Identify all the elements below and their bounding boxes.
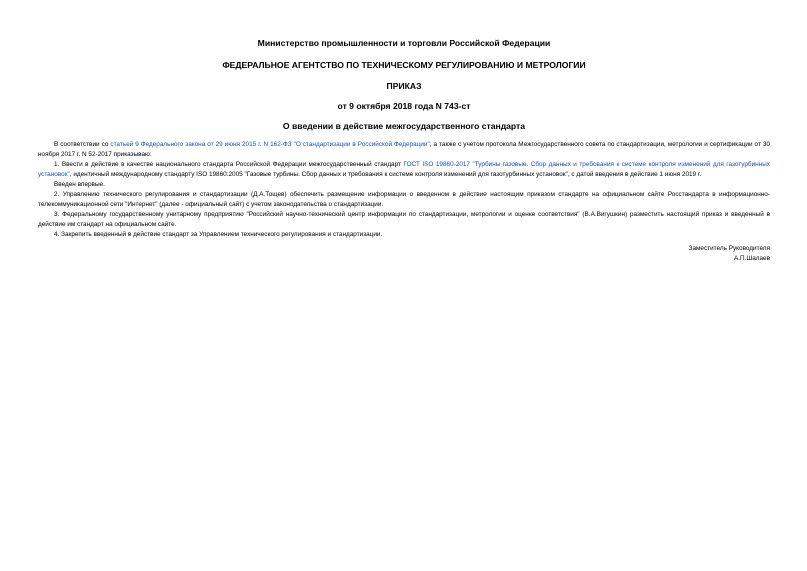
federal-law-link[interactable]: статьей 9 Федерального закона от 29 июня 2015 г. N 162-ФЗ "О стандартизации в Российской Федерации" — [110, 141, 430, 148]
item-1-text-start: 1. Ввести в действие в качестве национального стандарта Российской Федерации межгосударственный стандарт — [54, 161, 404, 168]
paragraph-item-1 — [38, 160, 770, 180]
signature-block — [38, 244, 770, 264]
signatory-name: А.П.Шалаев — [733, 255, 770, 262]
document-body — [38, 140, 770, 240]
paragraph-introduced-first: Введен впервые. — [54, 181, 105, 188]
gost-standard-link[interactable]: ГОСТ ISO 19860-2017 "Турбины газовые. Сбор данных и требования к системе контроля изменений для газотурбинных установок" — [38, 161, 770, 178]
signatory-title: Заместитель Руководителя — [688, 245, 770, 252]
document-type: ПРИКАЗ — [386, 81, 422, 91]
paragraph-item-4: 4. Закрепить введенный в действие стандарт за Управлением технического регулирования и стандартизации. — [54, 231, 383, 238]
paragraph-preamble — [38, 140, 770, 160]
paragraph-item-3: 3. Федеральному государственному унитарному предприятию "Российский научно-технический центр информации по стандартизации, метрологии и оценке соответствия" (В.А.Вигушкин) разместить настоящий приказ и введенный в действие им стандарт на официальном сайте. — [38, 211, 770, 228]
agency-title: ФЕДЕРАЛЬНОЕ АГЕНТСТВО ПО ТЕХНИЧЕСКОМУ РЕГУЛИРОВАНИЮ И МЕТРОЛОГИИ — [222, 60, 586, 70]
document-subject: О введении в действие межгосударственного стандарта — [282, 121, 526, 131]
ministry-title: Министерство промышленности и торговли Российской Федерации — [257, 38, 551, 48]
preamble-text-start: В соответствии со — [54, 141, 111, 148]
document-page — [38, 32, 770, 264]
item-1-text-end: , идентичный международному стандарту ISO 19860:2005 "Газовые турбины. Сбор данных и требования к системе контроля изменений для газотурбинных установок", с датой введения в действие 1 июня 2019 г. — [69, 171, 702, 178]
paragraph-item-2: 2. Управлению технического регулирования и стандартизации (Д.А.Тощев) обеспечить размещение информации о введенном в действие настоящим приказом стандарте на официальном сайте Росстандарта в информационно-телекоммуникационной сети "Интернет" (далее - официальный сайт) с учетом законодательства о стандартизации. — [38, 191, 770, 208]
preamble-text-end: , а также с учетом протокола Межгосударственного совета по стандартизации, метрологии и сертификации от 30 ноября 2017 г. N 52-2017 приказываю: — [38, 141, 770, 158]
document-date-number: от 9 октября 2018 года N 743-ст — [337, 101, 471, 111]
